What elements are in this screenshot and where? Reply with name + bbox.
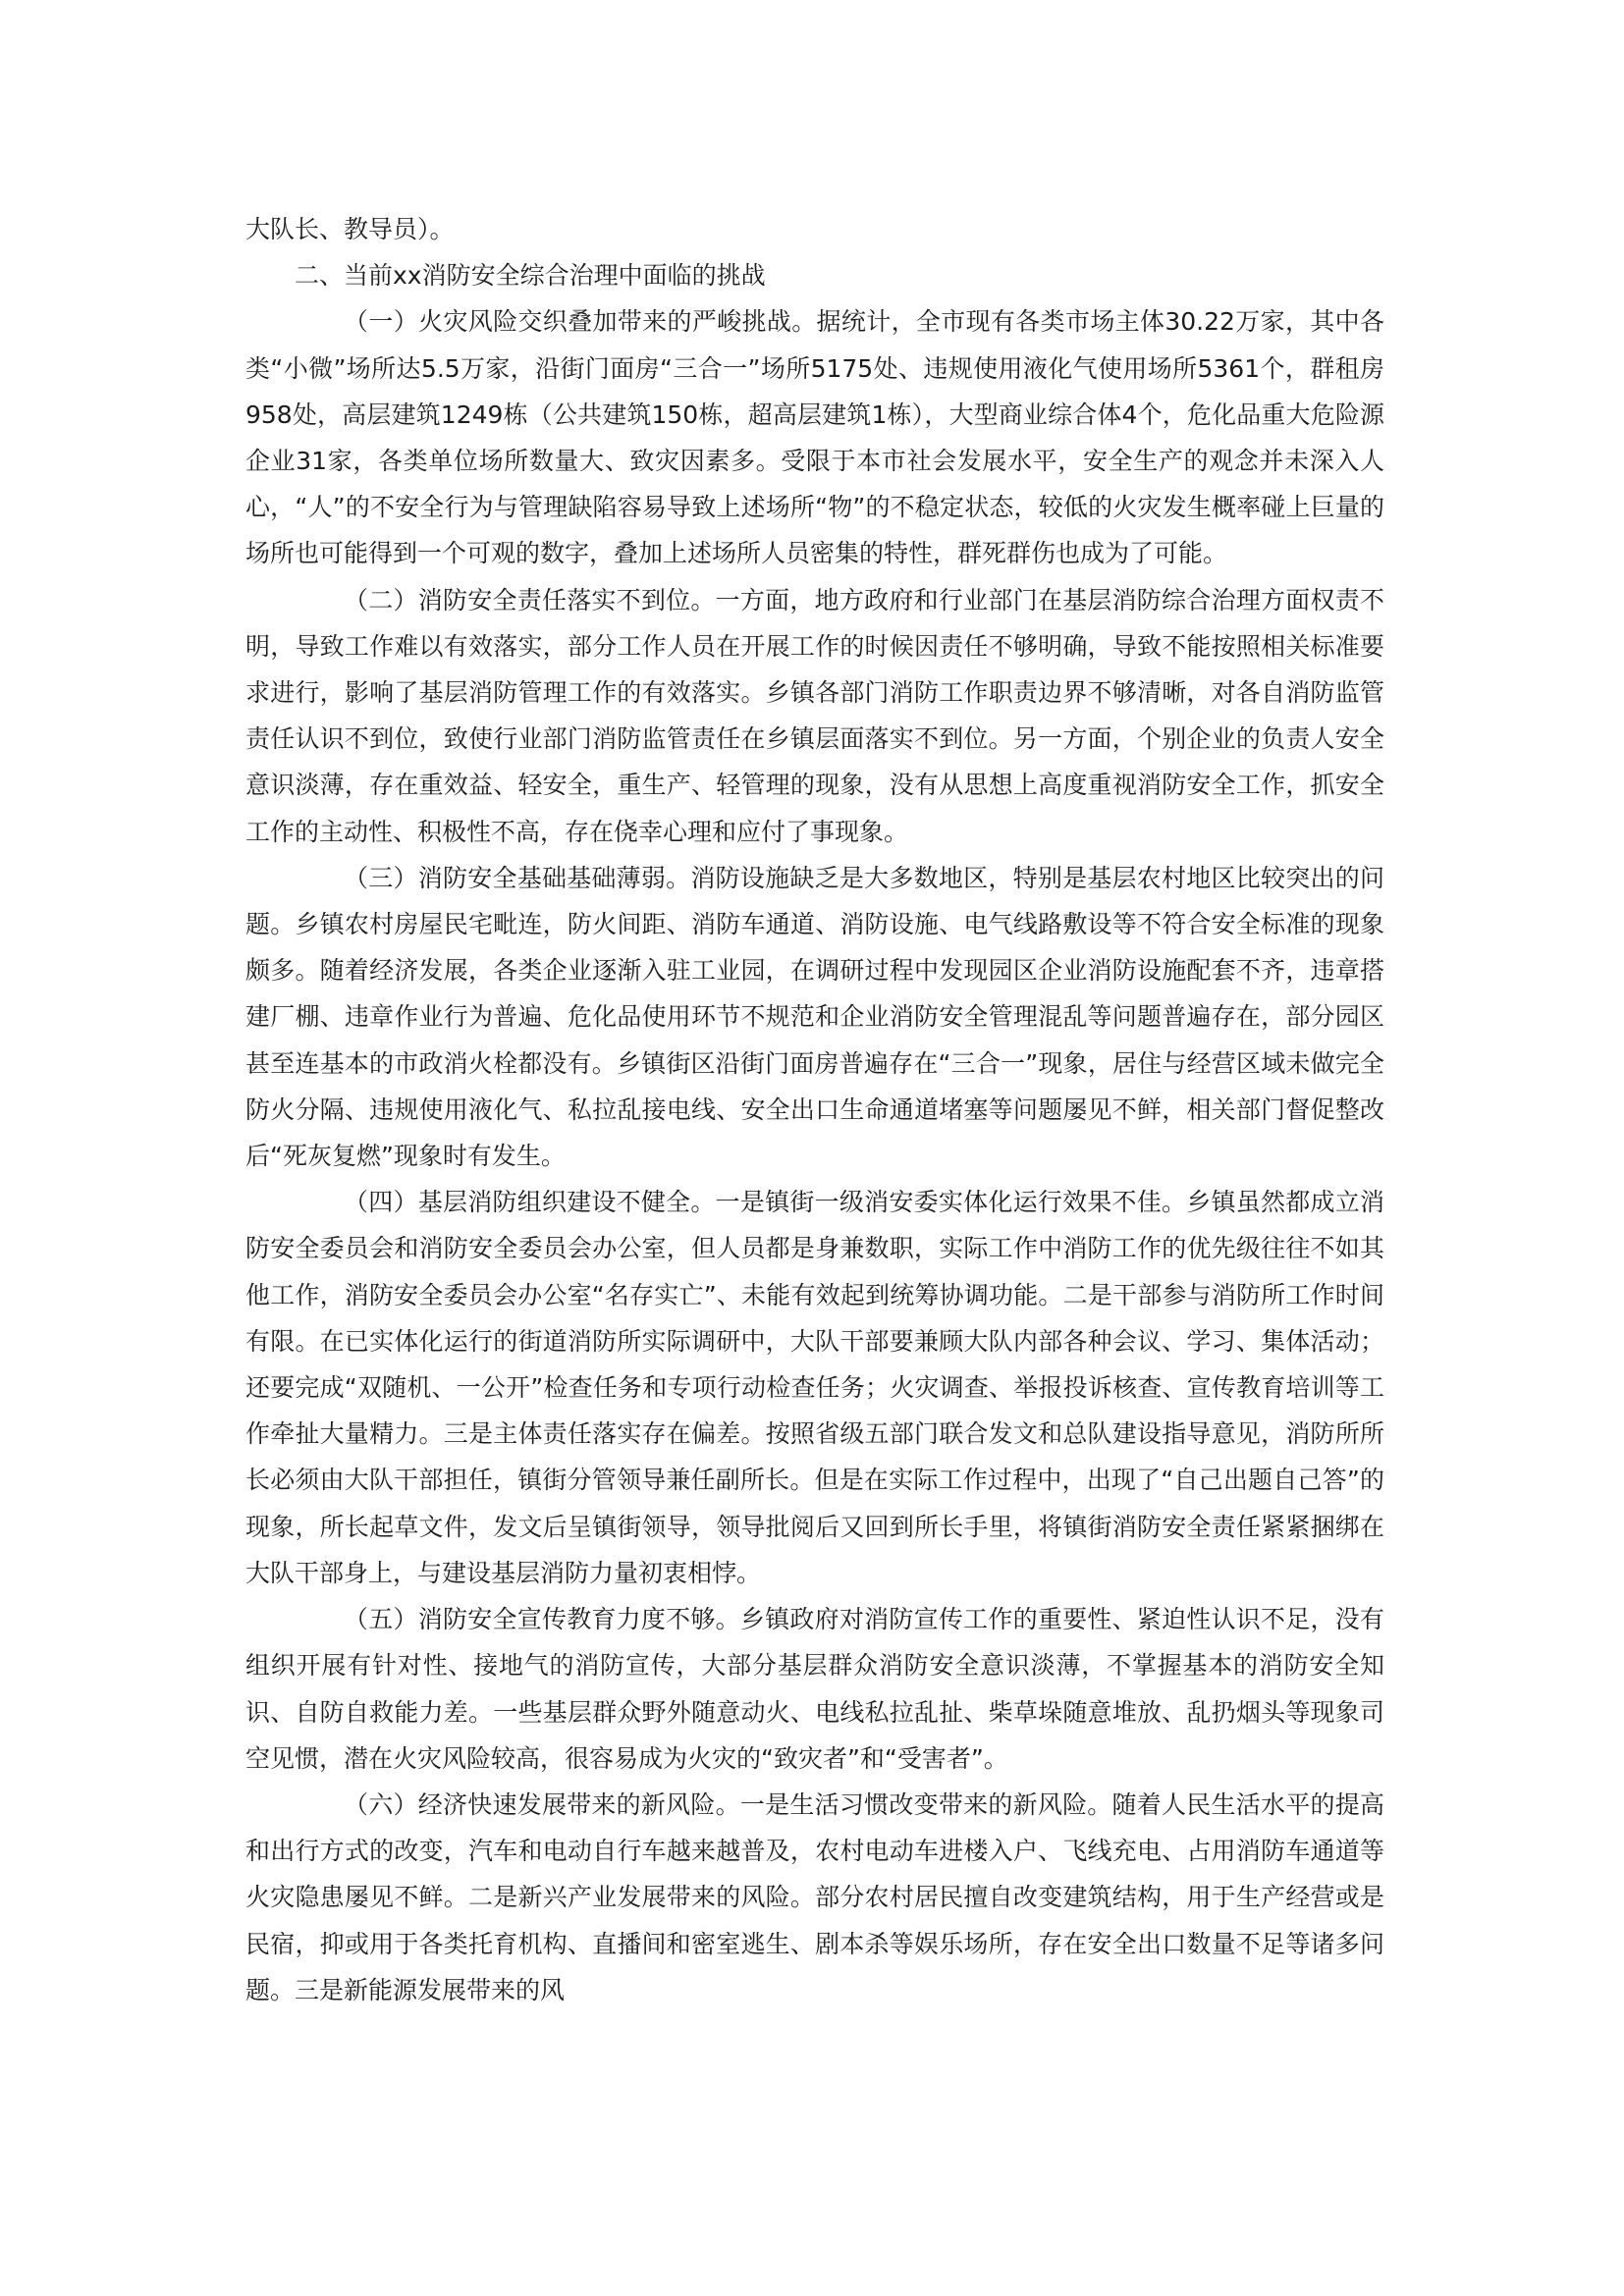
document-page <box>245 206 1384 2013</box>
paragraph-1: （一）火灾风险交织叠加带来的严峻挑战。据统计，全市现有各类市场主体30.22万家，其中各类“小微”场所达5.5万家，沿街门面房“三合一”场所5175处、违规使用液化气使用场所5361个，群租房958处，高层建筑1249栋（公共建筑150栋，超高层建筑1栋），大型商业综合体4个，危化品重大危险源企业31家，各类单位场所数量大、致灾因素多。受限于本市社会发展水平，安全生产的观念并未深入人心，“人”的不安全行为与管理缺陷容易导致上述场所“物”的不稳定状态，较低的火灾发生概率碰上巨量的场所也可能得到一个可观的数字，叠加上述场所人员密集的特性，群死群伤也成为了可能。 <box>245 307 1384 568</box>
continuation-text: 大队长、教导员）。 <box>245 215 455 243</box>
paragraph-2: （二）消防安全责任落实不到位。一方面，地方政府和行业部门在基层消防综合治理方面权责不明，导致工作难以有效落实，部分工作人员在开展工作的时候因责任不够明确，导致不能按照相关标准要求进行，影响了基层消防管理工作的有效落实。乡镇各部门消防工作职责边界不够清晰，对各自消防监管责任认识不到位，致使行业部门消防监管责任在乡镇层面落实不到位。另一方面，个别企业的负责人安全意识淡薄，存在重效益、轻安全，重生产、轻管理的现象，没有从思想上高度重视消防安全工作，抓安全工作的主动性、积极性不高，存在侥幸心理和应付了事现象。 <box>245 585 1384 846</box>
section-heading: 二、当前xx消防安全综合治理中面临的挑战 <box>295 261 766 291</box>
paragraph-4: （四）基层消防组织建设不健全。一是镇街一级消安委实体化运行效果不佳。乡镇虽然都成立消防安全委员会和消防安全委员会办公室，但人员都是身兼数职，实际工作中消防工作的优先级往往不如其他工作，消防安全委员会办公室“名存实亡”、未能有效起到统筹协调功能。二是干部参与消防所工作时间有限。在已实体化运行的街道消防所实际调研中，大队干部要兼顾大队内部各种会议、学习、集体活动；还要完成“双随机、一公开”检查任务和专项行动检查任务；火灾调查、举报投诉核查、宣传教育培训等工作牵扯大量精力。三是主体责任落实存在偏差。按照省级五部门联合发文和总队建设指导意见，消防所所长必须由大队干部担任，镇街分管领导兼任副所长。但是在实际工作过程中，出现了“自己出题自己答”的现象，所长起草文件，发文后呈镇街领导，领导批阅后又回到所长手里，将镇街消防安全责任紧紧捆绑在大队干部身上，与建设基层消防力量初衷相悖。 <box>245 1188 1384 1587</box>
paragraph-6: （六）经济快速发展带来的新风险。一是生活习惯改变带来的新风险。随着人民生活水平的提高和出行方式的改变，汽车和电动自行车越来越普及，农村电动车进楼入户、飞线充电、占用消防车通道等火灾隐患屡见不鲜。二是新兴产业发展带来的风险。部分农村居民擅自改变建筑结构，用于生产经营或是民宿，抑或用于各类托育机构、直播间和密室逃生、剧本杀等娱乐场所，存在安全出口数量不足等诸多问题。三是新能源发展带来的风 <box>245 1789 1384 2004</box>
paragraph-5: （五）消防安全宣传教育力度不够。乡镇政府对消防宣传工作的重要性、紧迫性认识不足，没有组织开展有针对性、接地气的消防宣传，大部分基层群众消防安全意识淡薄，不掌握基本的消防安全知识、自防自救能力差。一些基层群众野外随意动火、电线私拉乱扯、柴草垛随意堆放、乱扔烟头等现象司空见惯，潜在火灾风险较高，很容易成为火灾的“致灾者”和“受害者”。 <box>245 1605 1384 1773</box>
paragraph-3: （三）消防安全基础基础薄弱。消防设施缺乏是大多数地区，特别是基层农村地区比较突出的问题。乡镇农村房屋民宅毗连，防火间距、消防车通道、消防设施、电气线路敷设等不符合安全标准的现象颇多。随着经济发展，各类企业逐渐入驻工业园，在调研过程中发现园区企业消防设施配套不齐，违章搭建厂棚、违章作业行为普遍、危化品使用环节不规范和企业消防安全管理混乱等问题普遍存在，部分园区甚至连基本的市政消火栓都没有。乡镇街区沿街门面房普遍存在“三合一”现象，居住与经营区域未做完全防火分隔、违规使用液化气、私拉乱接电线、安全出口生命通道堵塞等问题屡见不鲜，相关部门督促整改后“死灰复燃”现象时有发生。 <box>245 863 1384 1171</box>
